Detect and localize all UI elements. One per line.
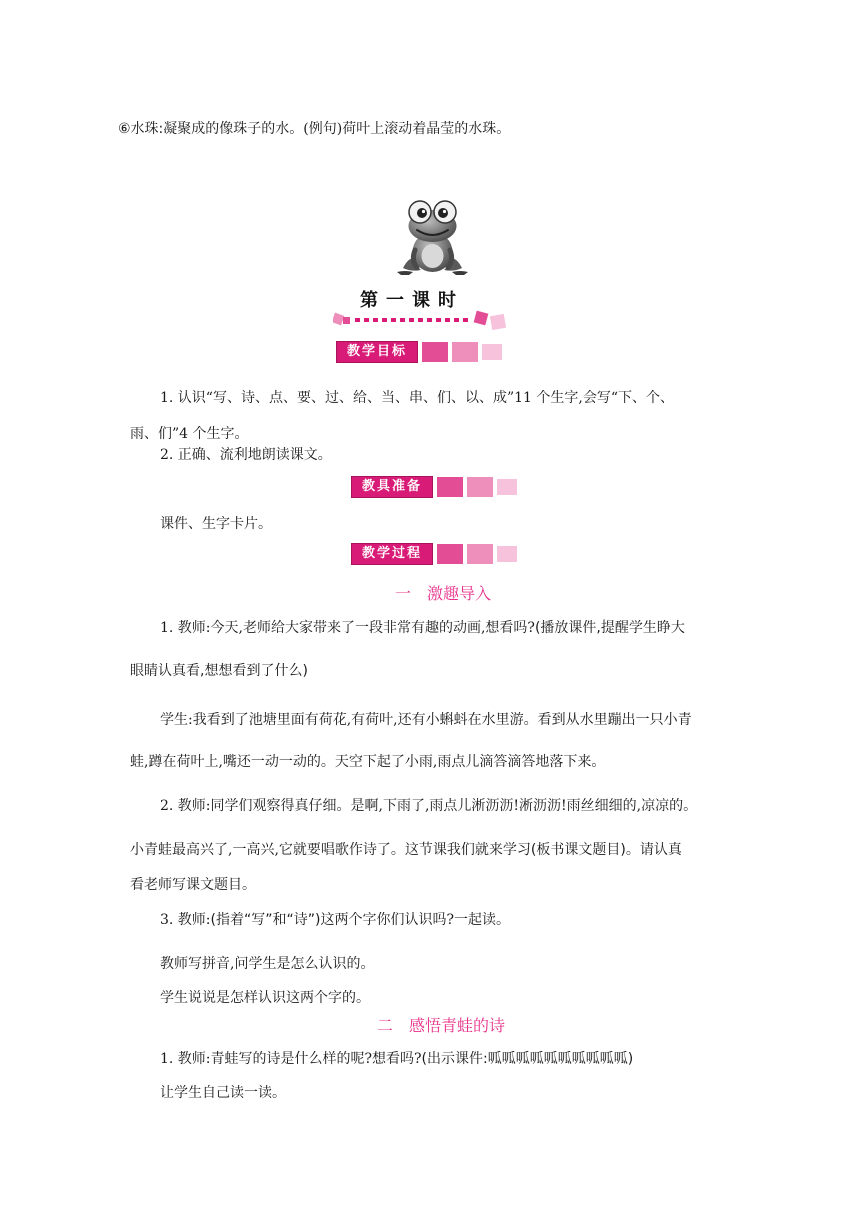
frog-mascot-image — [395, 196, 470, 278]
part1-paragraph-6: 学生说说是怎样认识这两个字的。 — [160, 990, 370, 1006]
section-label-tools: 教具准备 — [351, 476, 433, 498]
goal-item-2: 2. 正确、流利地朗读课文。 — [160, 447, 332, 463]
part1-paragraph-2-line2: 蛙,蹲在荷叶上,嘴还一动一动的。天空下起了小雨,雨点儿滴答滴答地落下来。 — [130, 754, 606, 770]
part1-heading: 一 激趣导入 — [395, 584, 492, 603]
section-badge-goals — [336, 341, 502, 363]
section-label-goals: 教学目标 — [336, 341, 418, 363]
part1-paragraph-1-line1: 1. 教师:今天,老师给大家带来了一段非常有趣的动画,想看吗?(播放课件,提醒学生睁大 — [160, 620, 685, 636]
part1-paragraph-3-line2: 小青蛙最高兴了,一高兴,它就要唱歌作诗了。这节课我们就来学习(板书课文题目)。请认真 — [130, 842, 682, 858]
part1-paragraph-3-line1: 2. 教师:同学们观察得真仔细。是啊,下雨了,雨点儿淅沥沥!淅沥沥!雨丝细细的,凉凉的。 — [160, 798, 698, 814]
example-label: (例句) — [303, 121, 343, 137]
part2-paragraph-2: 让学生自己读一读。 — [160, 1085, 286, 1101]
part2-heading: 二 感悟青蛙的诗 — [377, 1016, 506, 1035]
vocab-line — [118, 119, 510, 139]
part2-paragraph-1: 1. 教师:青蛙写的诗是什么样的呢?想看吗?(出示课件:呱呱呱呱呱呱呱呱呱呱) — [160, 1051, 634, 1067]
section-badge-process — [351, 543, 517, 565]
frog-icon — [395, 196, 470, 278]
tools-text: 课件、生字卡片。 — [160, 516, 272, 532]
goal-item-1-line1: 1. 认识“写、诗、点、要、过、给、当、串、们、以、成”11 个生字,会写“下、个、 — [160, 390, 674, 406]
example-sentence: 荷叶上滚动着晶莹的水珠。 — [342, 121, 511, 137]
goal-item-1-line2: 雨、们”4 个生字。 — [130, 426, 249, 442]
part1-paragraph-1-line2: 眼睛认真看,想想看到了什么) — [130, 663, 308, 679]
part1-paragraph-5: 教师写拼音,问学生是怎么认识的。 — [160, 956, 375, 972]
lesson-title: 第一课时 — [360, 290, 464, 311]
part1-paragraph-3-line3: 看老师写课文题目。 — [130, 877, 256, 893]
section-badge-tools — [351, 476, 517, 498]
part1-paragraph-4: 3. 教师:(指着“写”和“诗”)这两个字你们认识吗?一起读。 — [160, 912, 510, 928]
title-ribbon-decoration — [333, 310, 513, 330]
part1-paragraph-2-line1: 学生:我看到了池塘里面有荷花,有荷叶,还有小蝌蚪在水里游。看到从水里蹦出一只小青 — [160, 712, 692, 728]
vocab-definition: ⑥水珠:凝聚成的像珠子的水。 — [118, 121, 304, 137]
section-label-process: 教学过程 — [351, 543, 433, 565]
